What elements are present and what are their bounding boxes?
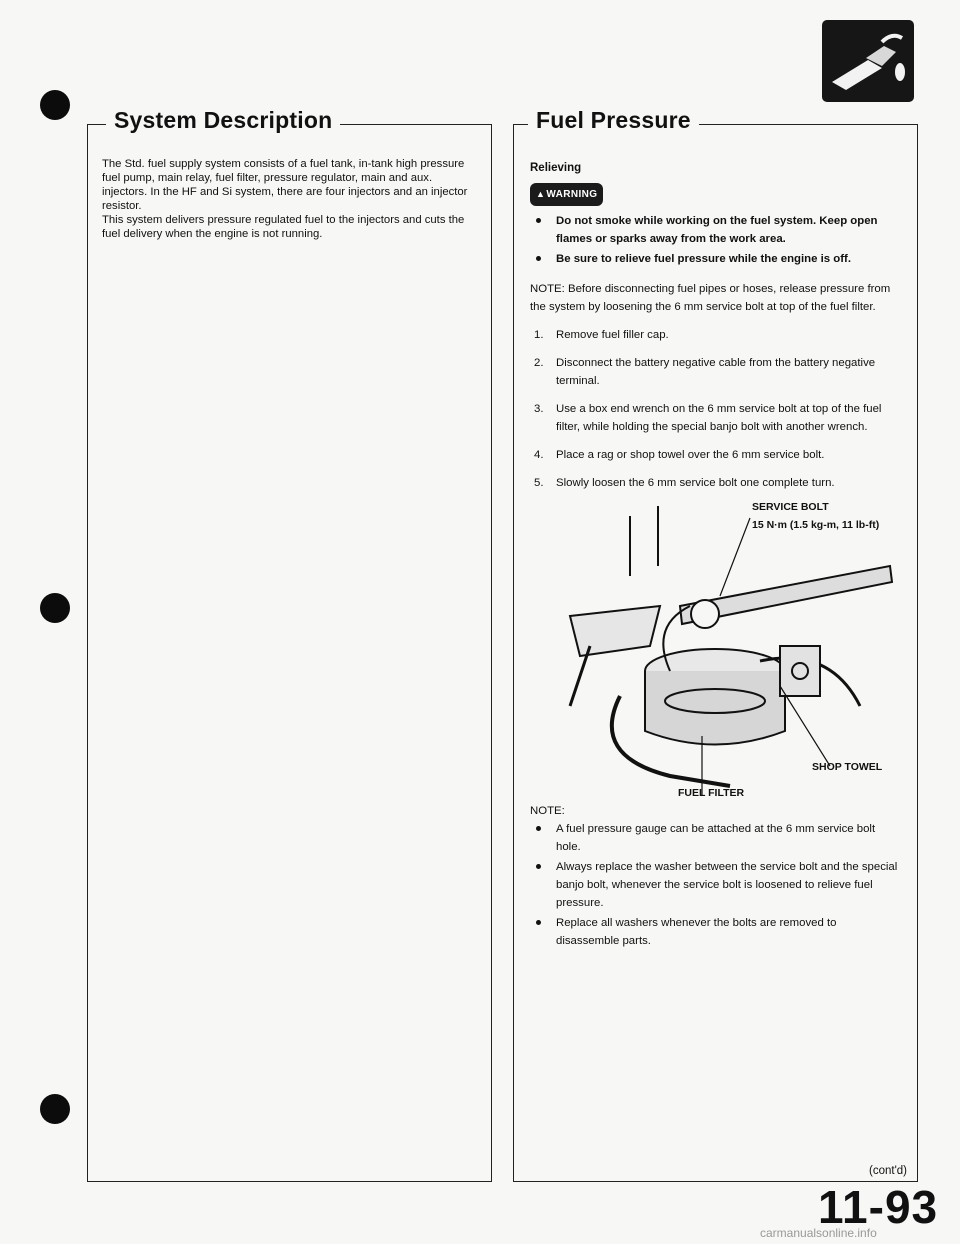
section-title: Fuel Pressure — [528, 107, 699, 134]
section-title: System Description — [106, 107, 340, 134]
step-number: 1. — [534, 329, 544, 341]
torque-spec: 15 N·m (1.5 kg-m, 11 lb-ft) — [752, 519, 880, 531]
service-bolt-label — [752, 498, 879, 534]
system-description-panel — [87, 107, 492, 1182]
binder-hole — [40, 1094, 70, 1124]
step-item — [530, 400, 902, 436]
fuel-system-logo-icon — [822, 20, 914, 102]
step-text: Disconnect the battery negative cable from the battery negative terminal. — [556, 357, 876, 387]
fuel-filter-label: FUEL FILTER — [678, 787, 745, 799]
continued-label: (cont'd) — [869, 1165, 907, 1177]
procedure-steps — [530, 326, 902, 492]
note-item: Always replace the washer between the service bolt and the special banjo bolt, whenever the service bolt is loosened to relieve fuel pressure. — [530, 858, 902, 912]
notes-section — [530, 802, 902, 950]
step-text: Slowly loosen the 6 mm service bolt one complete turn. — [556, 477, 835, 489]
page-number: 11-93 — [818, 1181, 939, 1233]
step-text: Use a box end wrench on the 6 mm service bolt at top of the fuel filter, while holding the special banjo bolt with another wrench. — [556, 403, 882, 433]
notes-heading: NOTE: — [530, 805, 565, 817]
note-text: NOTE: Before disconnecting fuel pipes or hoses, release pressure from the system by loosening the 6 mm service bolt at top of the fuel filter. — [530, 283, 891, 313]
binder-hole — [40, 593, 70, 623]
intro-paragraph: This system delivers pressure regulated fuel to the injectors and cuts the fuel delivery when the engine is not running. — [102, 214, 465, 240]
fuel-pressure-content — [530, 159, 902, 952]
note-item: Replace all washers whenever the bolts are removed to disassemble parts. — [530, 914, 902, 950]
subheading: Relieving — [530, 162, 582, 174]
step-number: 2. — [534, 357, 544, 369]
step-item — [530, 446, 902, 464]
warning-triangle-icon: ▲ — [536, 189, 546, 199]
binder-hole — [40, 90, 70, 120]
step-number: 4. — [534, 449, 544, 461]
notes-list — [530, 820, 902, 950]
step-text: Remove fuel filler cap. — [556, 329, 669, 341]
step-item — [530, 354, 902, 390]
warning-label: WARNING — [546, 189, 598, 200]
warning-list — [530, 212, 902, 268]
watermark: carmanualsonline.info — [760, 1226, 877, 1240]
step-number: 5. — [534, 477, 544, 489]
service-bolt-title: SERVICE BOLT — [752, 501, 829, 513]
intro-paragraph: The Std. fuel supply system consists of a fuel tank, in-tank high pressure fuel pump, main relay, fuel filter, pressure regulator, main and aux. injectors. In the HF and Si system, there are four injectors and an injector resistor. — [102, 158, 468, 212]
fuel-pressure-panel — [513, 107, 918, 1182]
warning-badge — [530, 183, 603, 206]
shop-towel-label: SHOP TOWEL — [812, 761, 883, 773]
step-item — [530, 326, 902, 344]
warning-item: Do not smoke while working on the fuel system. Keep open flames or sparks away from the work area. — [530, 212, 902, 248]
fuel-filter-diagram — [530, 496, 902, 796]
step-item — [530, 474, 902, 492]
intro-text — [102, 157, 474, 241]
note-item: A fuel pressure gauge can be attached at the 6 mm service bolt hole. — [530, 820, 902, 856]
fuel-filter-illustration — [530, 496, 902, 799]
warning-item: Be sure to relieve fuel pressure while the engine is off. — [530, 250, 902, 268]
step-number: 3. — [534, 403, 544, 415]
step-text: Place a rag or shop towel over the 6 mm service bolt. — [556, 449, 825, 461]
